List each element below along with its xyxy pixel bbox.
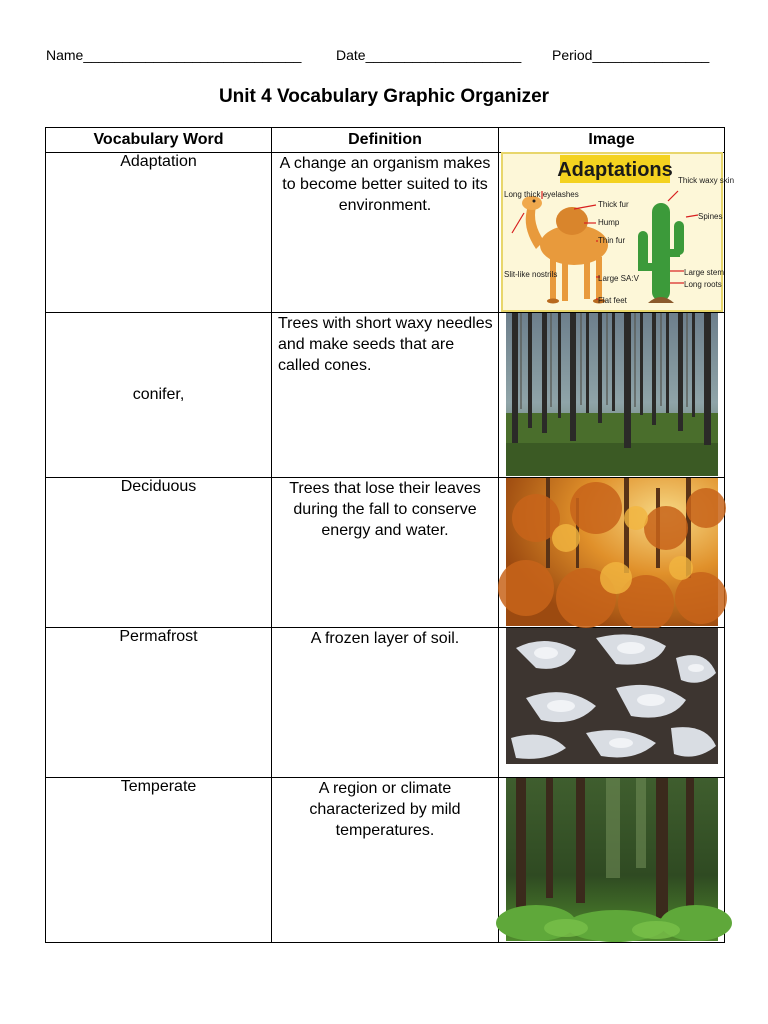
column-header-definition: Definition	[272, 128, 499, 153]
permafrost-image	[506, 628, 718, 764]
image-cell	[499, 628, 725, 778]
label-waxy-skin: Thick waxy skin	[677, 176, 734, 185]
image-cell	[499, 478, 725, 628]
image-cell	[499, 153, 734, 313]
table-row	[46, 478, 725, 628]
image-cell	[499, 778, 725, 943]
label-long-roots: Long roots	[683, 280, 722, 289]
period-field[interactable]: Period_______________	[552, 47, 710, 63]
conifer-forest-image	[506, 313, 718, 476]
label-nostrils: Slit-like nostrils	[503, 270, 557, 279]
label-flat-feet: Flat feet	[597, 296, 627, 305]
vocab-definition: Trees with short waxy needles and make seeds that are called cones.	[272, 313, 499, 478]
adapt-heading: Adaptations	[556, 159, 673, 181]
label-eyelashes: Long thick eyelashes	[503, 190, 579, 199]
column-header-image: Image	[499, 128, 725, 153]
column-header-word: Vocabulary Word	[46, 128, 272, 153]
vocab-word: conifer,	[46, 313, 272, 478]
deciduous-forest-image	[506, 478, 718, 626]
label-large-stem: Large stem	[683, 268, 724, 277]
label-thin-fur: Thin fur	[597, 236, 625, 245]
table-row	[46, 153, 725, 313]
vocabulary-table	[45, 127, 734, 943]
table-row	[46, 628, 725, 778]
table-row	[46, 778, 725, 943]
vocab-definition: A change an organism makes to become better suited to its environment.	[272, 153, 499, 313]
vocab-word: Adaptation	[46, 153, 272, 313]
vocab-word: Temperate	[46, 778, 272, 943]
vocab-word: Permafrost	[46, 628, 272, 778]
table-row	[46, 313, 725, 478]
name-field[interactable]: Name____________________________	[46, 47, 302, 63]
label-thick-fur: Thick fur	[597, 200, 629, 209]
adaptations-diagram-image	[502, 153, 734, 311]
vocab-definition: A frozen layer of soil.	[272, 628, 499, 778]
vocab-definition: A region or climate characterized by mild temperatures.	[272, 778, 499, 943]
image-cell	[499, 313, 725, 478]
date-field[interactable]: Date____________________	[336, 47, 522, 63]
label-hump: Hump	[597, 218, 619, 227]
label-spines: Spines	[697, 212, 722, 221]
temperate-forest-image	[506, 778, 718, 941]
table-header-row	[46, 128, 725, 153]
vocab-word: Deciduous	[46, 478, 272, 628]
label-large-sav: Large SA:V	[597, 274, 639, 283]
page-title: Unit 4 Vocabulary Graphic Organizer	[218, 86, 550, 107]
vocab-definition: Trees that lose their leaves during the fall to conserve energy and water.	[272, 478, 499, 628]
